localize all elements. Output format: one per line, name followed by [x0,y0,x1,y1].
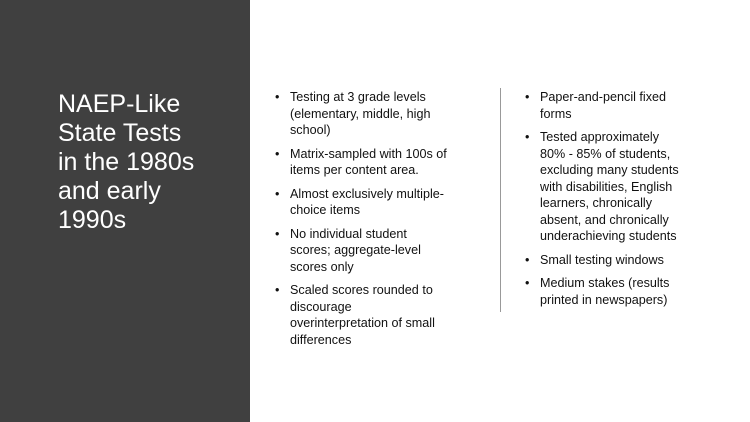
right-bullet-list [525,89,730,315]
bullet-item: • Tested approximately 80% - 85% of students, excluding many students with disabilities, English learners, chronically absent, and chronically underachieving students [525,129,730,245]
bullet-item: • Scaled scores rounded to discourage overinterpretation of small differences [275,282,485,348]
bullet-item: • No individual student scores; aggregate-level scores only [275,226,485,276]
bullet-item: • Paper-and-pencil fixed forms [525,89,730,122]
bullet-item: • Testing at 3 grade levels (elementary, middle, high school) [275,89,485,139]
bullet-item: • Small testing windows [525,252,730,269]
slide-title: NAEP-Like State Tests in the 1980s and early 1990s [58,90,195,234]
title-panel [0,0,250,422]
bullet-item: • Matrix-sampled with 100s of items per content area. [275,146,485,179]
left-bullet-list [275,89,485,355]
column-divider [500,88,501,312]
bullet-item: • Almost exclusively multiple- choice items [275,186,485,219]
bullet-item: • Medium stakes (results printed in newspapers) [525,275,730,308]
